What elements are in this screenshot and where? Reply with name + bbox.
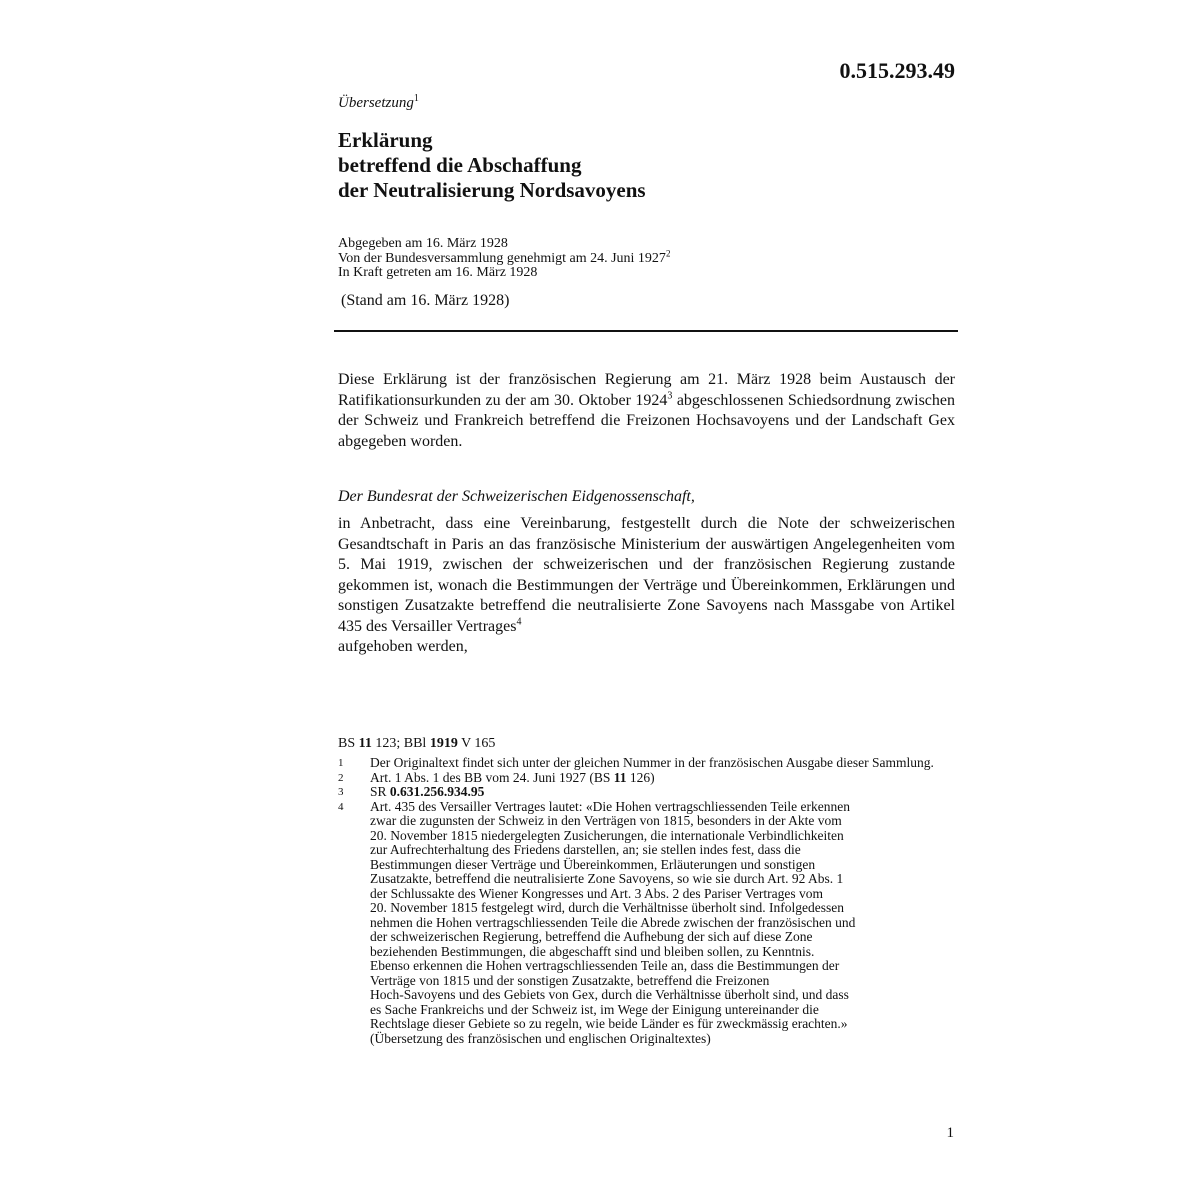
footnote-text-end: 126) xyxy=(626,769,655,785)
federal-council-heading: Der Bundesrat der Schweizerischen Eidgenossenschaft, xyxy=(338,488,695,505)
intro-paragraph xyxy=(338,370,955,452)
footnote-line: Hoch-Savoyens und des Gebiets von Gex, durch die Verhältnisse überholt sind, und dass xyxy=(370,987,849,1002)
footnote-number: 4 xyxy=(338,800,344,813)
source-bbl-rest: V 165 xyxy=(457,736,496,751)
source-reference xyxy=(338,736,495,752)
considering-paragraph xyxy=(338,514,955,658)
footnote-line: beziehenden Bestimmungen, die abgeschafft sind und bleiben sollen, zu Kenntnis. xyxy=(370,943,815,959)
source-bbl-year: 1919 xyxy=(429,736,458,751)
footnote-line: Rechtslage dieser Gebiete so zu regeln, wie beide Länder es für zweckmässig erachten.» xyxy=(370,1016,848,1031)
footnote-line: 20. November 1815 niedergelegten Zusicherungen, die internationale Verbindlichkeiten xyxy=(370,827,844,843)
footnote-ref-4[interactable]: 4 xyxy=(516,616,522,628)
footnote-line: zwar die zugunsten der Schweiz in den Verträgen von 1815, besonders in der Akte vom xyxy=(370,813,842,828)
approval-text: Von der Bundesversammlung genehmigt am 24. Juni 1927 xyxy=(338,250,666,266)
footnote-line: Bestimmungen dieser Verträge und Übereinkommen, Erläuterungen und sonstigen xyxy=(370,856,816,872)
footnote-line: zur Aufrechterhaltung des Friedens darstellen, an; sie stellen indes fest, dass die xyxy=(370,842,801,857)
footnote-sr-number[interactable]: 0.631.256.934.95 xyxy=(389,784,485,799)
issued-date: Abgegeben am 16. März 1928 xyxy=(338,236,508,251)
footnote-text: SR xyxy=(370,784,390,799)
footnote-2 xyxy=(338,771,958,786)
footnote-1 xyxy=(338,756,958,771)
document-metadata xyxy=(338,237,670,281)
footnote-line: Zusatzakte, betreffend die neutralisierte Zone Savoyens, so wie sie durch Art. 92 Abs. 1 xyxy=(370,871,844,886)
footnote-3 xyxy=(338,785,958,800)
footnote-number: 1 xyxy=(338,757,344,769)
status-date: (Stand am 16. März 1928) xyxy=(341,292,510,309)
footnote-line: es Sache Frankreichs und der Schweiz ist, im Wege der Einigung untereinander die xyxy=(370,1001,819,1017)
footnote-ref-2[interactable]: 2 xyxy=(665,247,671,258)
approval-date xyxy=(338,247,671,267)
translation-label xyxy=(338,93,419,112)
title-line-2: betreffend die Abschaffung xyxy=(338,153,582,177)
footnote-line: Verträge von 1815 und der sonstigen Zusatzakte, betreffend die Freizonen xyxy=(370,972,770,988)
intro-text-end: abgeschlossenen Schiedsordnung zwischen der Schweiz und Frankreich betreffend die Freizonen Hochsavoyens und der Landschaft Gex abgegeben worden. xyxy=(338,391,956,450)
footnote-number: 3 xyxy=(338,786,344,798)
footnote-text: Art. 1 Abs. 1 des BB vom 24. Juni 1927 (BS xyxy=(370,769,614,785)
footnote-line: der Schlussakte des Wiener Kongresses und Art. 3 Abs. 2 des Pariser Vertrages vom xyxy=(370,885,824,901)
intro-text-start: Diese Erklärung ist der französischen Regierung am 21. März 1928 beim Austausch der Ratifikationsurkunden zu der am 30. Oktober 1924 xyxy=(338,371,955,409)
footnote-line: Ebenso erkennen die Hohen vertragschliessenden Teile an, dass die Bestimmungen der xyxy=(370,958,840,973)
footnote-number: 2 xyxy=(338,771,344,784)
footnote-4 xyxy=(338,800,958,1047)
considering-text-end: aufgehoben werden, xyxy=(338,638,468,655)
title-line-3: der Neutralisierung Nordsavoyens xyxy=(338,178,646,202)
footnote-line: (Übersetzung des französischen und englischen Originaltextes) xyxy=(370,1030,711,1046)
header-divider xyxy=(334,330,958,332)
footnote-ref-1[interactable]: 1 xyxy=(413,93,419,104)
footnote-line: Art. 435 des Versailler Vertrages lautet: «Die Hohen vertragschliessenden Teile erkennen xyxy=(370,798,851,814)
page-number: 1 xyxy=(946,1125,954,1141)
document-title xyxy=(338,128,646,203)
sr-number: 0.515.293.49 xyxy=(839,58,955,83)
footnote-line: 20. November 1815 festgelegt wird, durch die Verhältnisse überholt sind. Infolgedessen xyxy=(370,900,845,915)
in-force-date: In Kraft getreten am 16. März 1928 xyxy=(338,265,538,280)
considering-text: in Anbetracht, dass eine Vereinbarung, festgestellt durch die Note der schweizerischen Gesandtschaft in Paris an das französische Ministerium der auswärtigen Angelegenheiten vom 5. Mai 1919, zwischen der schweizerischen und der französischen Regierung zustande gekommen ist, wonach die Bestimmungen der Verträge und Übereinkommen, Erklärungen und sonstigen Zusatzakte betreffend die neutralisierte Zone Savoyens nach Massgabe von Artikel 435 des Versailler Vertrages xyxy=(338,515,955,635)
footnote-text: Der Originaltext findet sich unter der gleichen Nummer in der französischen Ausgabe dieser Sammlung. xyxy=(370,755,934,770)
translation-text: Übersetzung xyxy=(338,95,414,111)
title-line-1: Erklärung xyxy=(338,128,433,152)
source-bs: BS xyxy=(338,736,359,751)
footnote-line: der schweizerischen Regierung, betreffend die Aufhebung der sich auf diese Zone xyxy=(370,929,813,944)
source-bs-volume: 11 xyxy=(358,736,372,751)
footnotes xyxy=(338,756,958,1046)
footnote-bold: 11 xyxy=(613,769,627,785)
source-bs-page: 123; BBl xyxy=(371,736,430,751)
footnote-line: nehmen die Hohen vertragschliessenden Teile die Abrede zwischen der französischen und xyxy=(370,914,856,930)
footnote-ref-3[interactable]: 3 xyxy=(667,390,673,402)
